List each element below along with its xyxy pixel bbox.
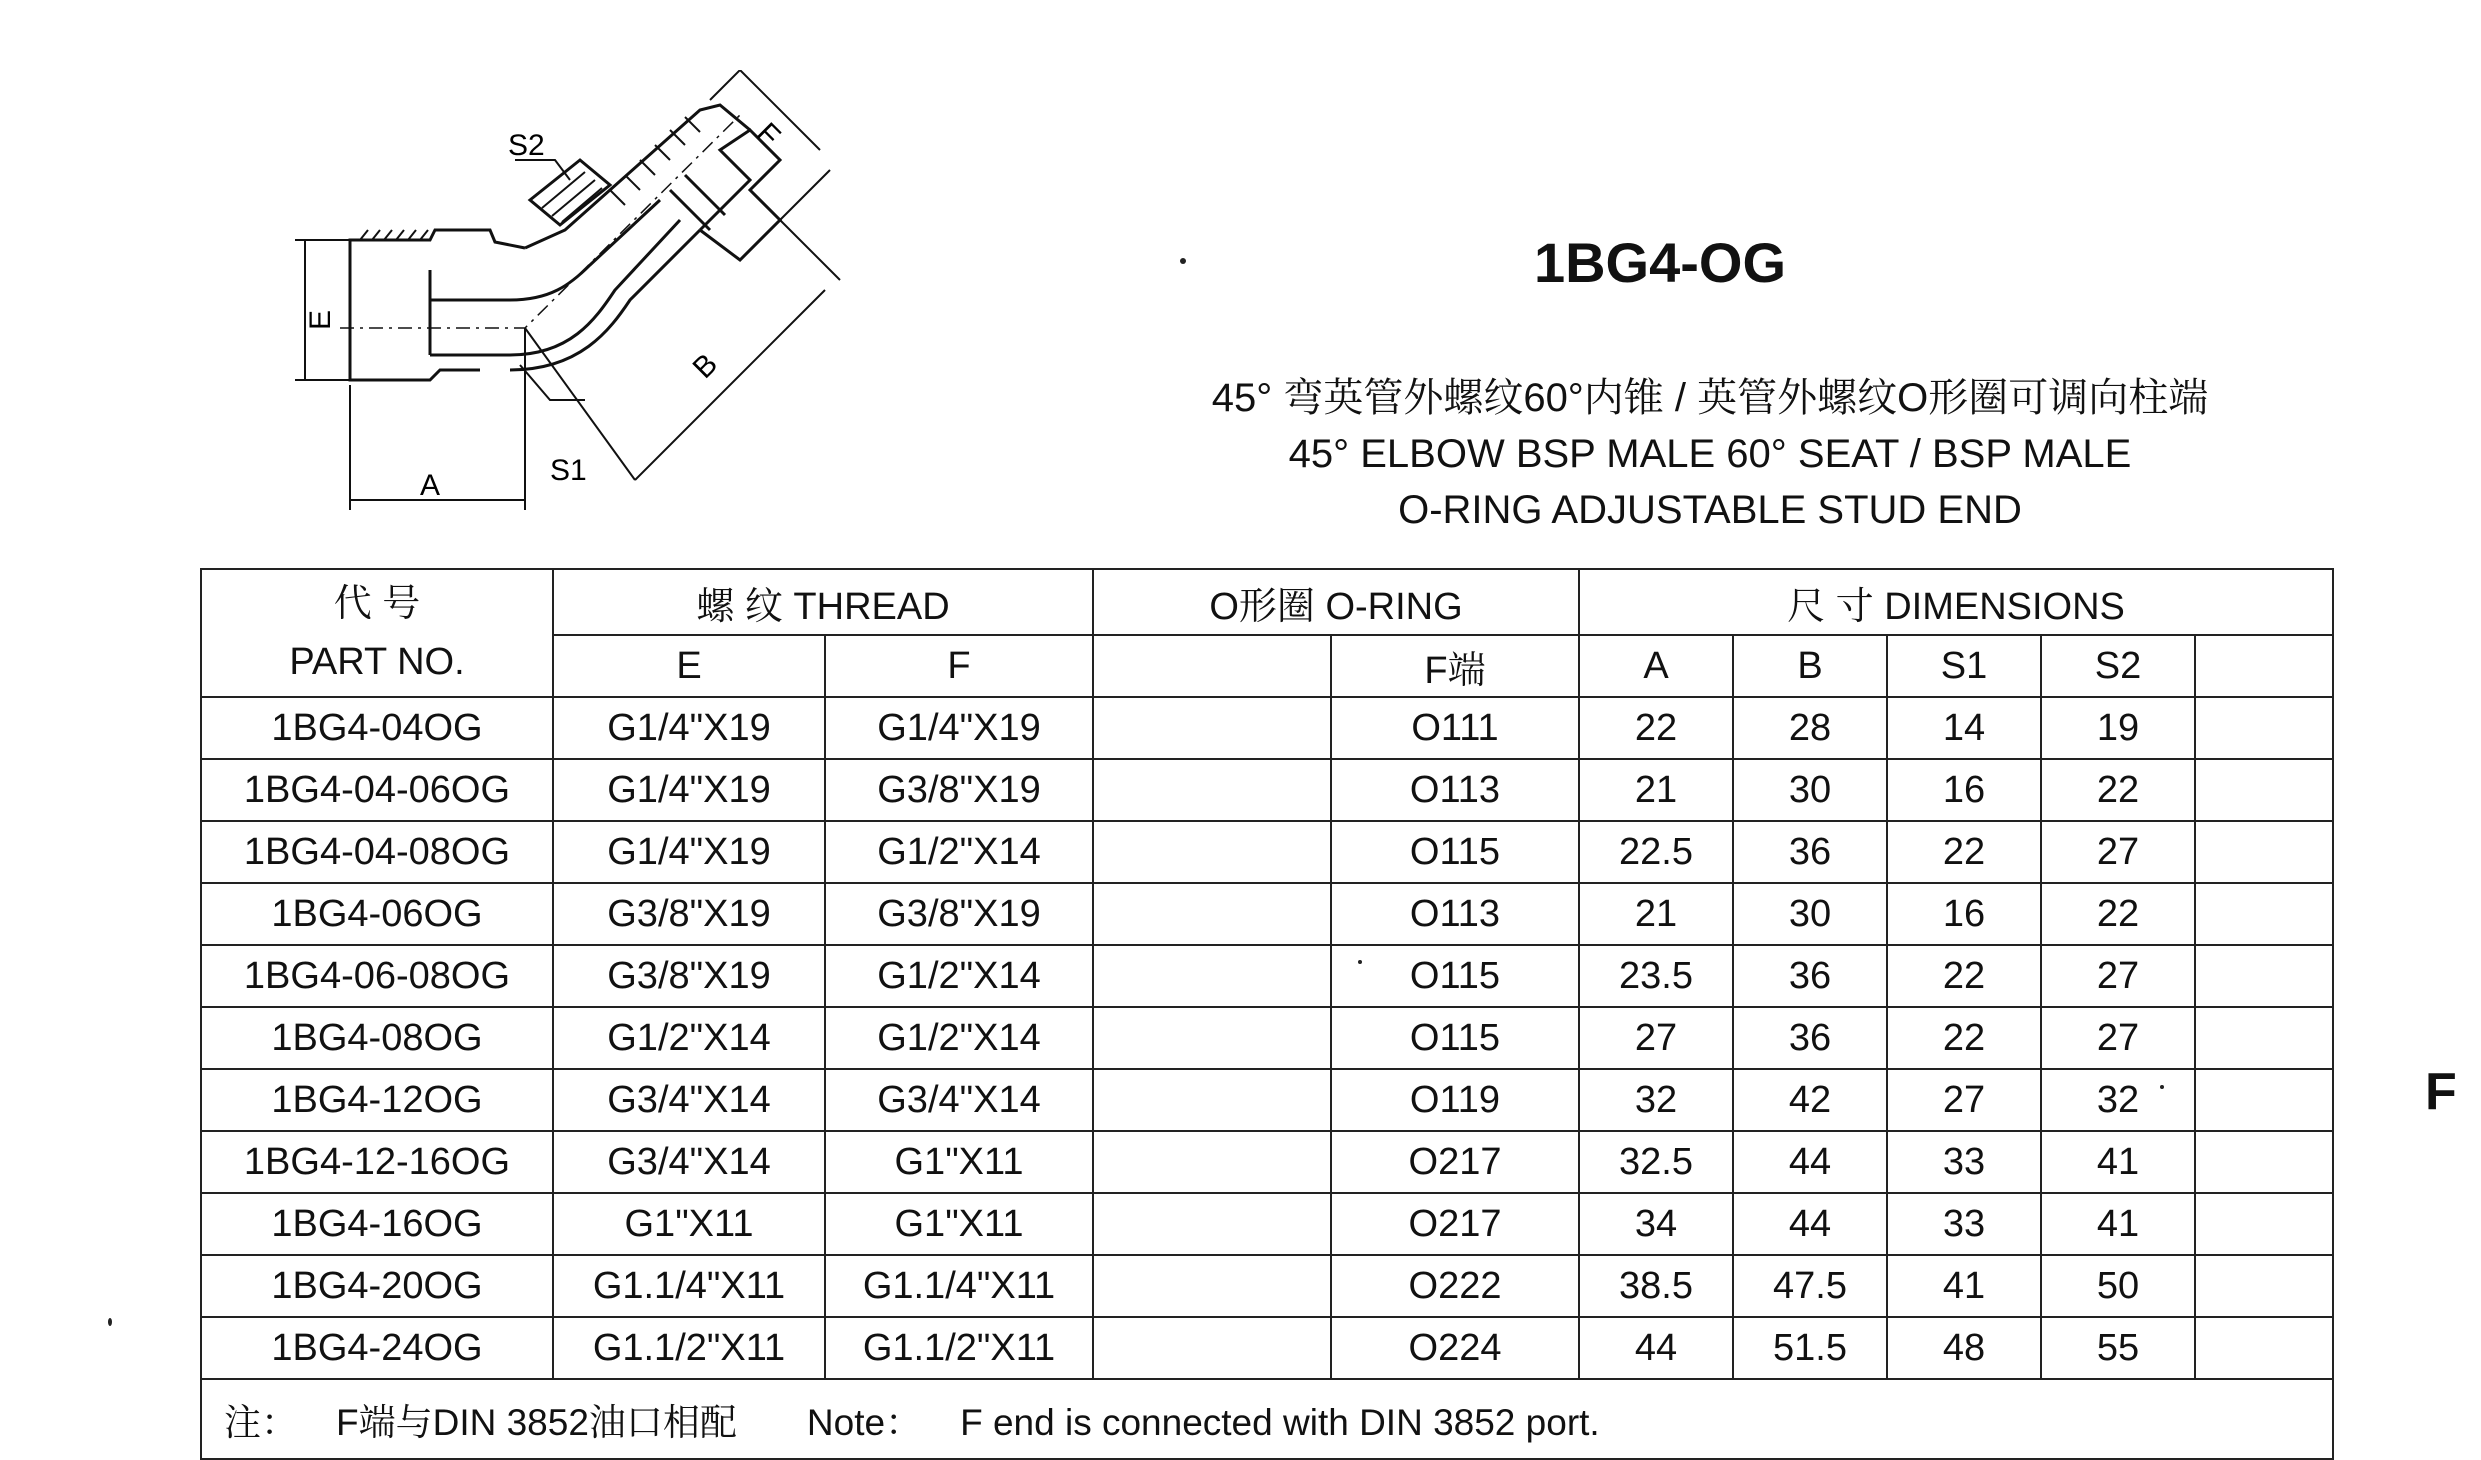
table-row <box>201 883 2333 945</box>
table-row <box>201 697 2333 759</box>
dim-b-cell: 47.5 <box>1733 1255 1887 1317</box>
part-no-cell: 1BG4-12OG <box>201 1069 553 1131</box>
dim-a-cell: 22 <box>1579 697 1733 759</box>
header-b: B <box>1733 635 1887 697</box>
thread-f-cell: G1/4"X19 <box>825 697 1093 759</box>
oring-cell: O119 <box>1331 1069 1579 1131</box>
fitting-drawing <box>280 70 850 540</box>
dim-s2-cell: 50 <box>2041 1255 2195 1317</box>
product-code-title: 1BG4-OG <box>1533 231 1787 294</box>
header-thread: 螺 纹 THREAD <box>553 569 1093 635</box>
oring-blank-cell <box>1093 945 1331 1007</box>
s2-leader <box>515 160 570 180</box>
note-cn-text: F端与DIN 3852油口相配 <box>336 1402 737 1443</box>
header-part-en: PART NO. <box>289 641 465 683</box>
thread-f-cell: G3/4"X14 <box>825 1069 1093 1131</box>
blank-cell <box>2195 1131 2333 1193</box>
blank-cell <box>2195 1069 2333 1131</box>
dim-b-cell: 42 <box>1733 1069 1887 1131</box>
dim-s1-cell: 33 <box>1887 1131 2041 1193</box>
dim-a-cell: 32.5 <box>1579 1131 1733 1193</box>
header-s2: S2 <box>2041 635 2195 697</box>
thread-e-cell: G3/8"X19 <box>553 883 825 945</box>
thread-f-cell: G1/2"X14 <box>825 1007 1093 1069</box>
oring-blank-cell <box>1093 883 1331 945</box>
header-blank <box>2195 635 2333 697</box>
label-a: A <box>420 469 441 502</box>
note-cell <box>201 1379 2333 1459</box>
dim-s2-cell: 19 <box>2041 697 2195 759</box>
note-row <box>201 1379 2333 1459</box>
dim-s1-cell: 22 <box>1887 1007 2041 1069</box>
thread-f-cell: G1.1/2"X11 <box>825 1317 1093 1379</box>
dim-b-cell: 36 <box>1733 821 1887 883</box>
blank-cell <box>2195 945 2333 1007</box>
part-no-cell: 1BG4-12-16OG <box>201 1131 553 1193</box>
oring-cell: O217 <box>1331 1193 1579 1255</box>
table-row <box>201 821 2333 883</box>
oring-blank-cell <box>1093 1131 1331 1193</box>
section-tab-letter: F <box>2425 1063 2457 1121</box>
header-part-cn: 代 号 <box>333 583 421 625</box>
thread-e-cell: G1/2"X14 <box>553 1007 825 1069</box>
dim-a-cell: 21 <box>1579 883 1733 945</box>
header-f-end: F端 <box>1331 635 1579 697</box>
blank-cell <box>2195 1007 2333 1069</box>
dim-b-cell: 30 <box>1733 759 1887 821</box>
table-row <box>201 1007 2333 1069</box>
oring-cell: O224 <box>1331 1317 1579 1379</box>
table-row <box>201 1131 2333 1193</box>
dim-s1-cell: 41 <box>1887 1255 2041 1317</box>
part-no-cell: 1BG4-24OG <box>201 1317 553 1379</box>
dim-b-line <box>525 220 840 480</box>
scan-speck <box>1180 258 1186 264</box>
dim-s2-cell: 27 <box>2041 1007 2195 1069</box>
dim-b-cell: 36 <box>1733 1007 1887 1069</box>
part-no-cell: 1BG4-06-08OG <box>201 945 553 1007</box>
dim-s1-cell: 16 <box>1887 759 2041 821</box>
product-desc-en-line2: O-RING ADJUSTABLE STUD END <box>1398 488 2022 532</box>
label-e: E <box>304 309 337 330</box>
thread-f-cell: G1/2"X14 <box>825 945 1093 1007</box>
part-no-cell: 1BG4-04-08OG <box>201 821 553 883</box>
header-dimensions: 尺 寸 DIMENSIONS <box>1579 569 2333 635</box>
dim-b-cell: 30 <box>1733 883 1887 945</box>
product-desc-cn: 45° 弯英管外螺纹60°内锥 / 英管外螺纹O形圈可调向柱端 <box>1211 376 2209 420</box>
dim-a-cell: 21 <box>1579 759 1733 821</box>
thread-e-cell: G1"X11 <box>553 1193 825 1255</box>
table-row <box>201 1255 2333 1317</box>
oring-cell: O113 <box>1331 759 1579 821</box>
dim-a-cell: 44 <box>1579 1317 1733 1379</box>
left-stud-lower <box>350 310 480 380</box>
oring-blank-cell <box>1093 821 1331 883</box>
table-row <box>201 1193 2333 1255</box>
oring-cell: O115 <box>1331 1007 1579 1069</box>
dim-s2-cell: 32 <box>2041 1069 2195 1131</box>
table-row <box>201 759 2333 821</box>
blank-cell <box>2195 697 2333 759</box>
oring-cell: O222 <box>1331 1255 1579 1317</box>
thread-e-cell: G1/4"X19 <box>553 697 825 759</box>
scan-speck <box>108 1318 112 1326</box>
header-s1: S1 <box>1887 635 2041 697</box>
thread-e-cell: G1.1/2"X11 <box>553 1317 825 1379</box>
dim-a-cell: 22.5 <box>1579 821 1733 883</box>
header-a: A <box>1579 635 1733 697</box>
part-no-cell: 1BG4-04-06OG <box>201 759 553 821</box>
part-no-cell: 1BG4-06OG <box>201 883 553 945</box>
header-oring-blank <box>1093 635 1331 697</box>
oring-blank-cell <box>1093 1007 1331 1069</box>
dim-s2-cell: 41 <box>2041 1131 2195 1193</box>
blank-cell <box>2195 759 2333 821</box>
right-thread <box>610 117 700 205</box>
thread-e-cell: G1/4"X19 <box>553 821 825 883</box>
dim-s1-cell: 48 <box>1887 1317 2041 1379</box>
part-no-cell: 1BG4-08OG <box>201 1007 553 1069</box>
dim-s2-cell: 55 <box>2041 1317 2195 1379</box>
blank-cell <box>2195 821 2333 883</box>
thread-f-cell: G1/2"X14 <box>825 821 1093 883</box>
label-f: F <box>750 116 787 153</box>
dim-s2-cell: 41 <box>2041 1193 2195 1255</box>
label-s2: S2 <box>508 129 545 162</box>
right-stud <box>700 130 780 260</box>
header-part-no <box>201 569 553 697</box>
blank-cell <box>2195 1317 2333 1379</box>
dim-a-cell: 27 <box>1579 1007 1733 1069</box>
dim-s2-cell: 22 <box>2041 759 2195 821</box>
dim-b-cell: 36 <box>1733 945 1887 1007</box>
dim-s1-cell: 22 <box>1887 821 2041 883</box>
oring-cell: O113 <box>1331 883 1579 945</box>
dim-b-cell: 51.5 <box>1733 1317 1887 1379</box>
blank-cell <box>2195 1255 2333 1317</box>
part-no-cell: 1BG4-20OG <box>201 1255 553 1317</box>
left-stud-bore <box>430 270 510 355</box>
oring-cell: O111 <box>1331 697 1579 759</box>
table-header-row <box>201 569 2333 635</box>
thread-e-cell: G3/8"X19 <box>553 945 825 1007</box>
thread-f-cell: G1"X11 <box>825 1193 1093 1255</box>
dim-s1-cell: 14 <box>1887 697 2041 759</box>
dim-a-cell: 34 <box>1579 1193 1733 1255</box>
oring-cell: O217 <box>1331 1131 1579 1193</box>
part-no-cell: 1BG4-04OG <box>201 697 553 759</box>
blank-cell <box>2195 883 2333 945</box>
thread-f-cell: G3/8"X19 <box>825 759 1093 821</box>
oring-blank-cell <box>1093 759 1331 821</box>
thread-f-cell: G1.1/4"X11 <box>825 1255 1093 1317</box>
thread-e-cell: G3/4"X14 <box>553 1069 825 1131</box>
left-stud-outline <box>350 230 525 310</box>
header-e: E <box>553 635 825 697</box>
oring-blank-cell <box>1093 697 1331 759</box>
dim-b-cell: 44 <box>1733 1193 1887 1255</box>
note-en-prefix: Note： <box>806 1402 923 1443</box>
oring-cell: O115 <box>1331 945 1579 1007</box>
header-oring: O形圈 O-RING <box>1093 569 1579 635</box>
dim-s1-cell: 27 <box>1887 1069 2041 1131</box>
part-no-cell: 1BG4-16OG <box>201 1193 553 1255</box>
thread-e-cell: G1/4"X19 <box>553 759 825 821</box>
oring-blank-cell <box>1093 1193 1331 1255</box>
spec-table <box>200 568 2334 1460</box>
thread-e-cell: G3/4"X14 <box>553 1131 825 1193</box>
header-f: F <box>825 635 1093 697</box>
blank-cell <box>2195 1193 2333 1255</box>
oring-blank-cell <box>1093 1317 1331 1379</box>
thread-f-cell: G1"X11 <box>825 1131 1093 1193</box>
dim-a-cell: 38.5 <box>1579 1255 1733 1317</box>
dim-a-cell: 23.5 <box>1579 945 1733 1007</box>
product-desc-en-line1: 45° ELBOW BSP MALE 60° SEAT / BSP MALE <box>1288 432 2132 476</box>
oring-cell: O115 <box>1331 821 1579 883</box>
thread-f-cell: G3/8"X19 <box>825 883 1093 945</box>
table-row <box>201 945 2333 1007</box>
table-row <box>201 1317 2333 1379</box>
dim-b-cell: 28 <box>1733 697 1887 759</box>
dim-s2-cell: 27 <box>2041 945 2195 1007</box>
dim-s1-cell: 33 <box>1887 1193 2041 1255</box>
dim-s2-cell: 27 <box>2041 821 2195 883</box>
dim-s1-cell: 22 <box>1887 945 2041 1007</box>
label-b: B <box>686 347 725 385</box>
dim-a-cell: 32 <box>1579 1069 1733 1131</box>
note-cn-prefix: 注： <box>224 1402 298 1443</box>
dim-s1-cell: 16 <box>1887 883 2041 945</box>
dim-b-cell: 44 <box>1733 1131 1887 1193</box>
thread-e-cell: G1.1/4"X11 <box>553 1255 825 1317</box>
label-s1: S1 <box>550 454 587 487</box>
oring-blank-cell <box>1093 1069 1331 1131</box>
table-row <box>201 1069 2333 1131</box>
oring-blank-cell <box>1093 1255 1331 1317</box>
dim-s2-cell: 22 <box>2041 883 2195 945</box>
note-en-text: F end is connected with DIN 3852 port. <box>960 1402 1600 1443</box>
